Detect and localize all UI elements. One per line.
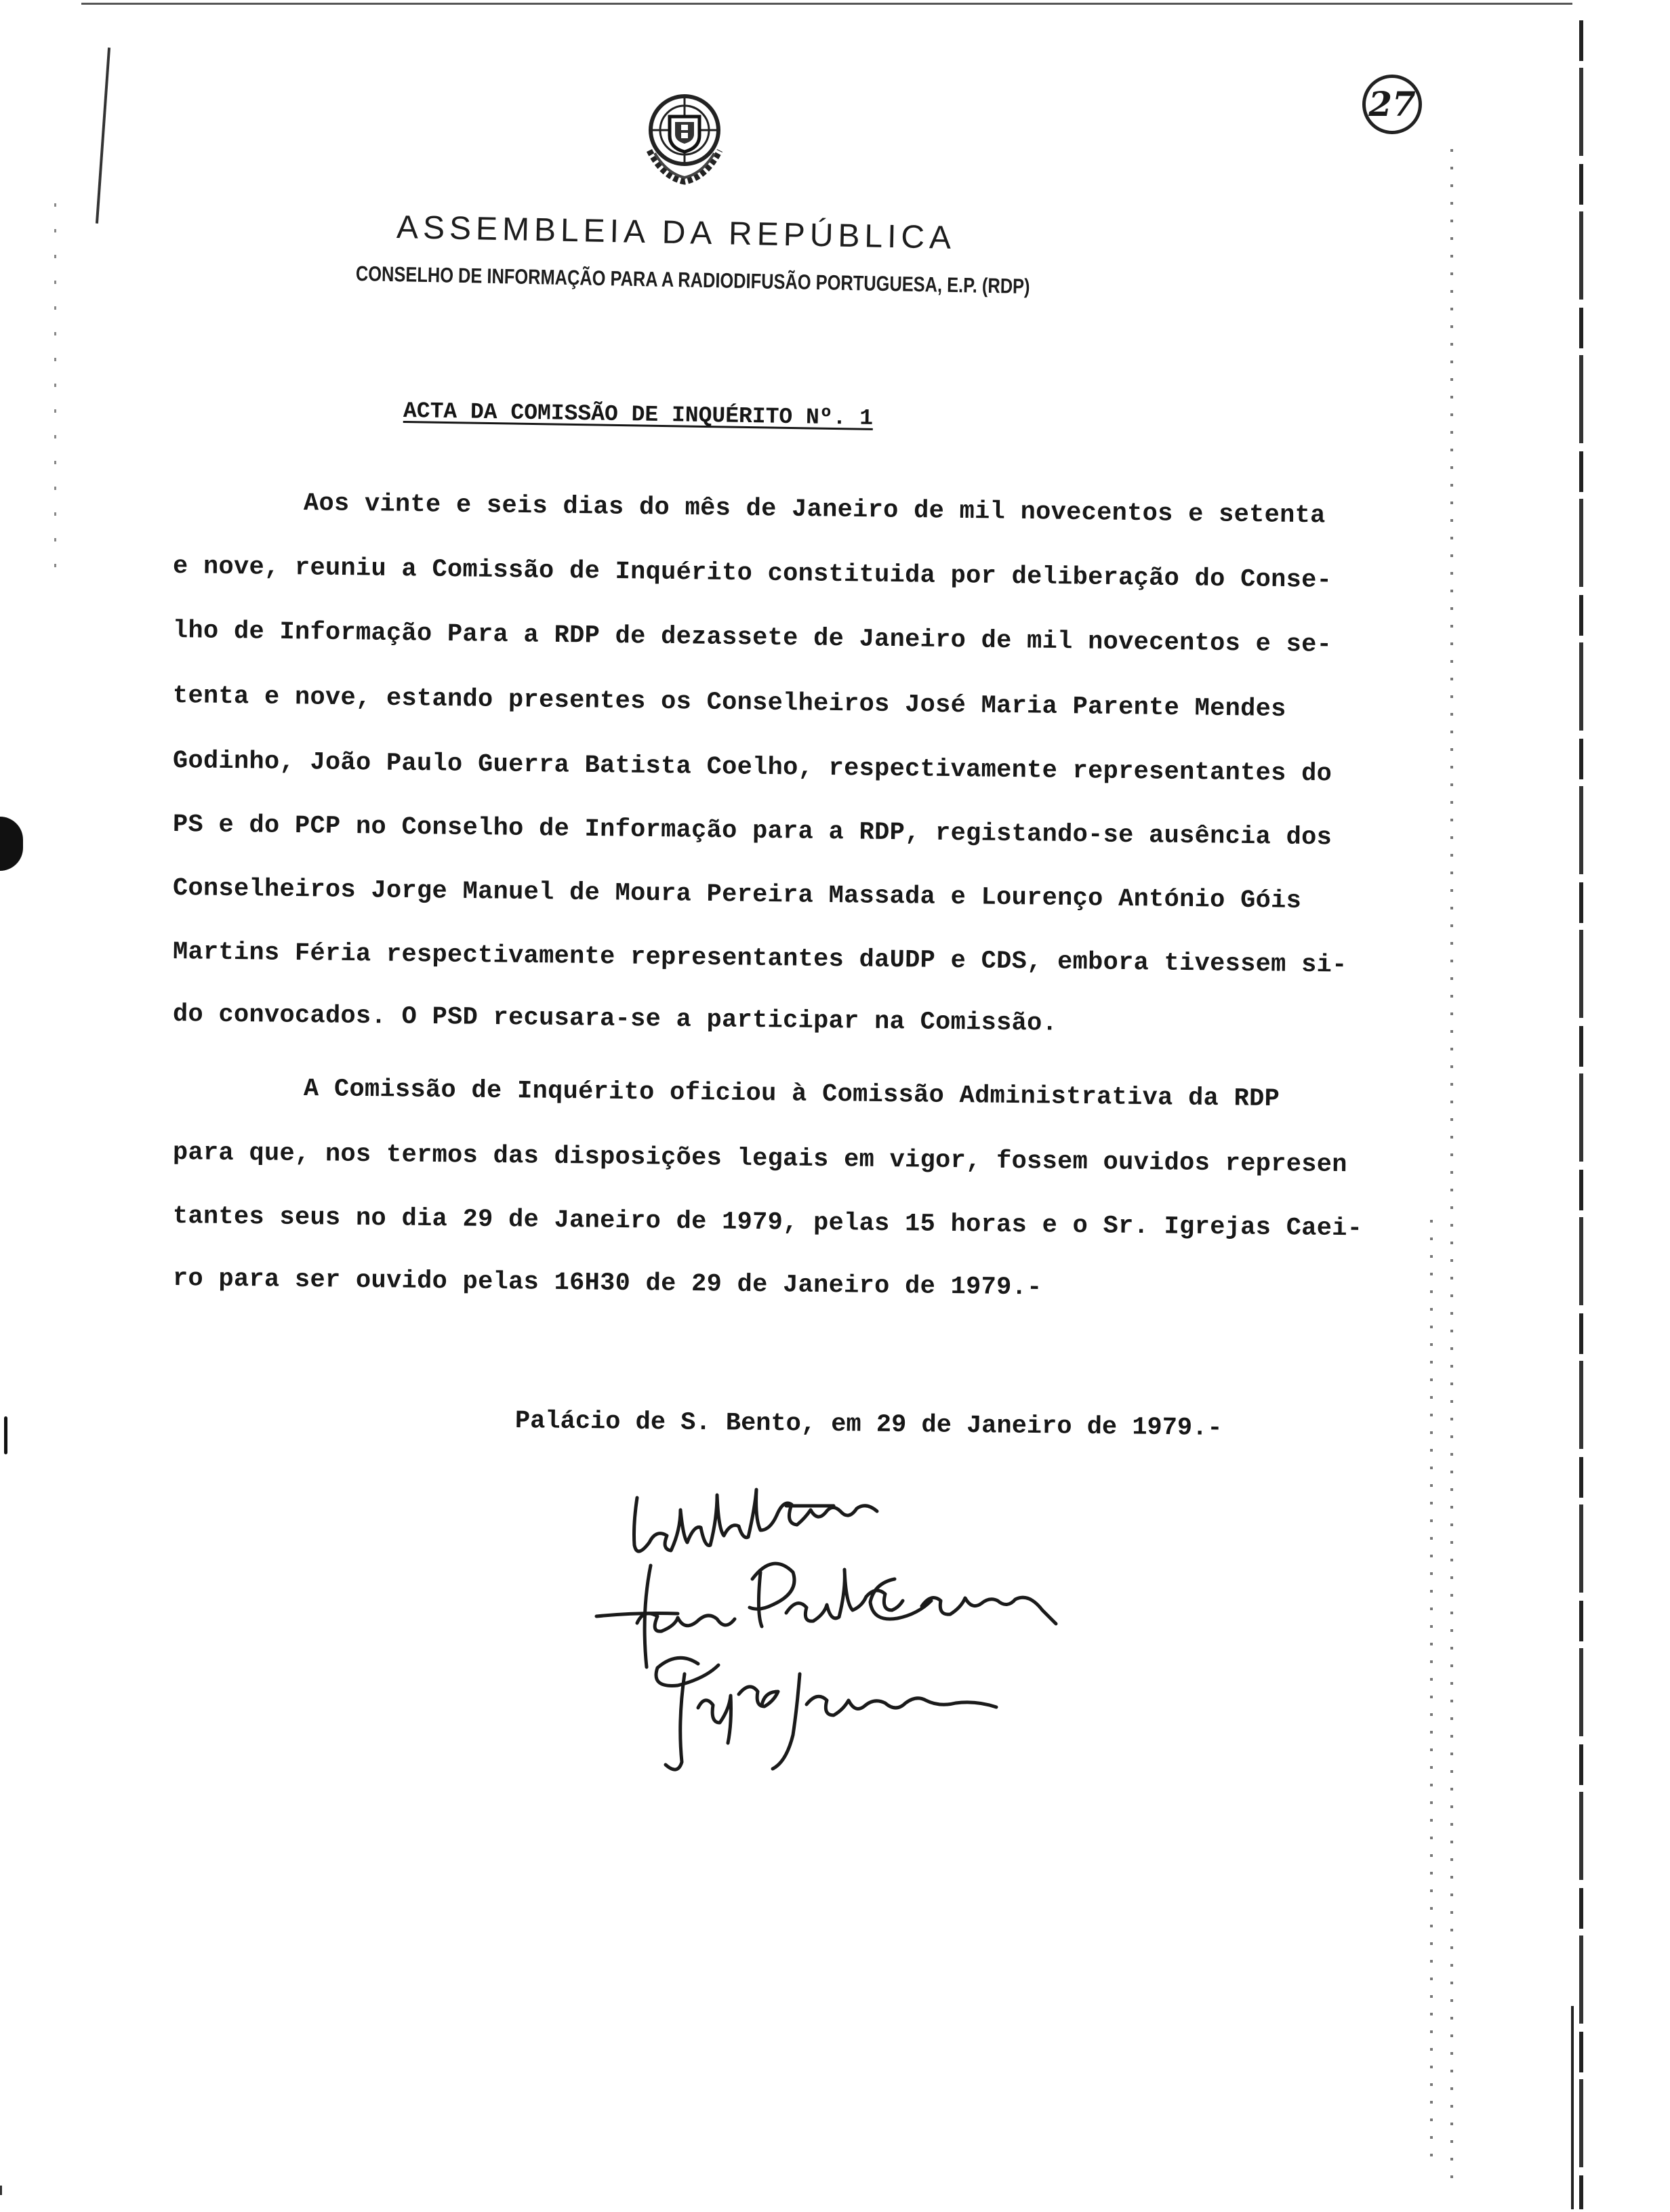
scan-left-mark (96, 47, 110, 224)
institution-title: ASSEMBLEIA DA REPÚBLICA (396, 209, 956, 256)
scan-right-dots (1450, 149, 1453, 2182)
body-line: Conselheiros Jorge Manuel de Moura Pereira Massada e Lourenço António Góis (172, 874, 1302, 916)
scan-right-edge (1579, 20, 1583, 2209)
coat-of-arms-icon (637, 88, 732, 186)
scan-bottom-right-line (1571, 2006, 1574, 2209)
body-line: ro para ser ouvido pelas 16H30 de 29 de Janeiro de 1979.- (172, 1265, 1042, 1303)
body-line: tenta e nove, estando presentes os Conselheiros José Maria Parente Mendes (172, 682, 1286, 724)
body-line: e nove, reuniu a Comissão de Inquérito constituida por deliberação do Conse- (172, 552, 1332, 595)
page-number: 27 (1362, 75, 1422, 134)
document-heading: ACTA DA COMISSÃO DE INQUÉRITO Nº. 1 (403, 398, 874, 431)
body-line: para que, nos termos das disposições legais em vigor, fossem ouvidos represen (172, 1139, 1347, 1180)
scan-left-dots (54, 203, 56, 583)
body-line: lho de Informação Para a RDP de dezassete de Janeiro de mil novecentos e se- (172, 617, 1332, 659)
scan-right-dots-lower (1430, 1220, 1433, 2169)
scan-left-tick (4, 1416, 7, 1454)
council-subtitle: CONSELHO DE INFORMAÇÃO PARA A RADIODIFUSÃO PORTUGUESA, E.P. (RDP) (355, 262, 1030, 299)
handwritten-signatures (583, 1471, 1193, 1782)
body-line: tantes seus no dia 29 de Janeiro de 1979, pelas 15 horas e o Sr. Igrejas Caei- (172, 1202, 1363, 1244)
scan-punch-hole (0, 817, 23, 871)
scan-top-edge (81, 3, 1572, 5)
body-line: PS e do PCP no Conselho de Informação para a RDP, registando-se ausência dos (172, 811, 1332, 853)
body-line: do convocados. O PSD recusara-se a participar na Comissão. (172, 1000, 1058, 1038)
scan-bottom-mark (0, 2186, 10, 2195)
body-line: Martins Féria respectivamente representantes daUDP e CDS, embora tivessem si- (172, 938, 1347, 980)
body-line: Godinho, João Paulo Guerra Batista Coelho, respectivamente representantes do (172, 747, 1332, 789)
place-date: Palácio de S. Bento, em 29 de Janeiro de 1979.- (514, 1407, 1223, 1443)
body-line: A Comissão de Inquérito oficiou à Comissão Administrativa da RDP (303, 1075, 1280, 1114)
body-line: Aos vinte e seis dias do mês de Janeiro de mil novecentos e setenta (303, 489, 1326, 531)
